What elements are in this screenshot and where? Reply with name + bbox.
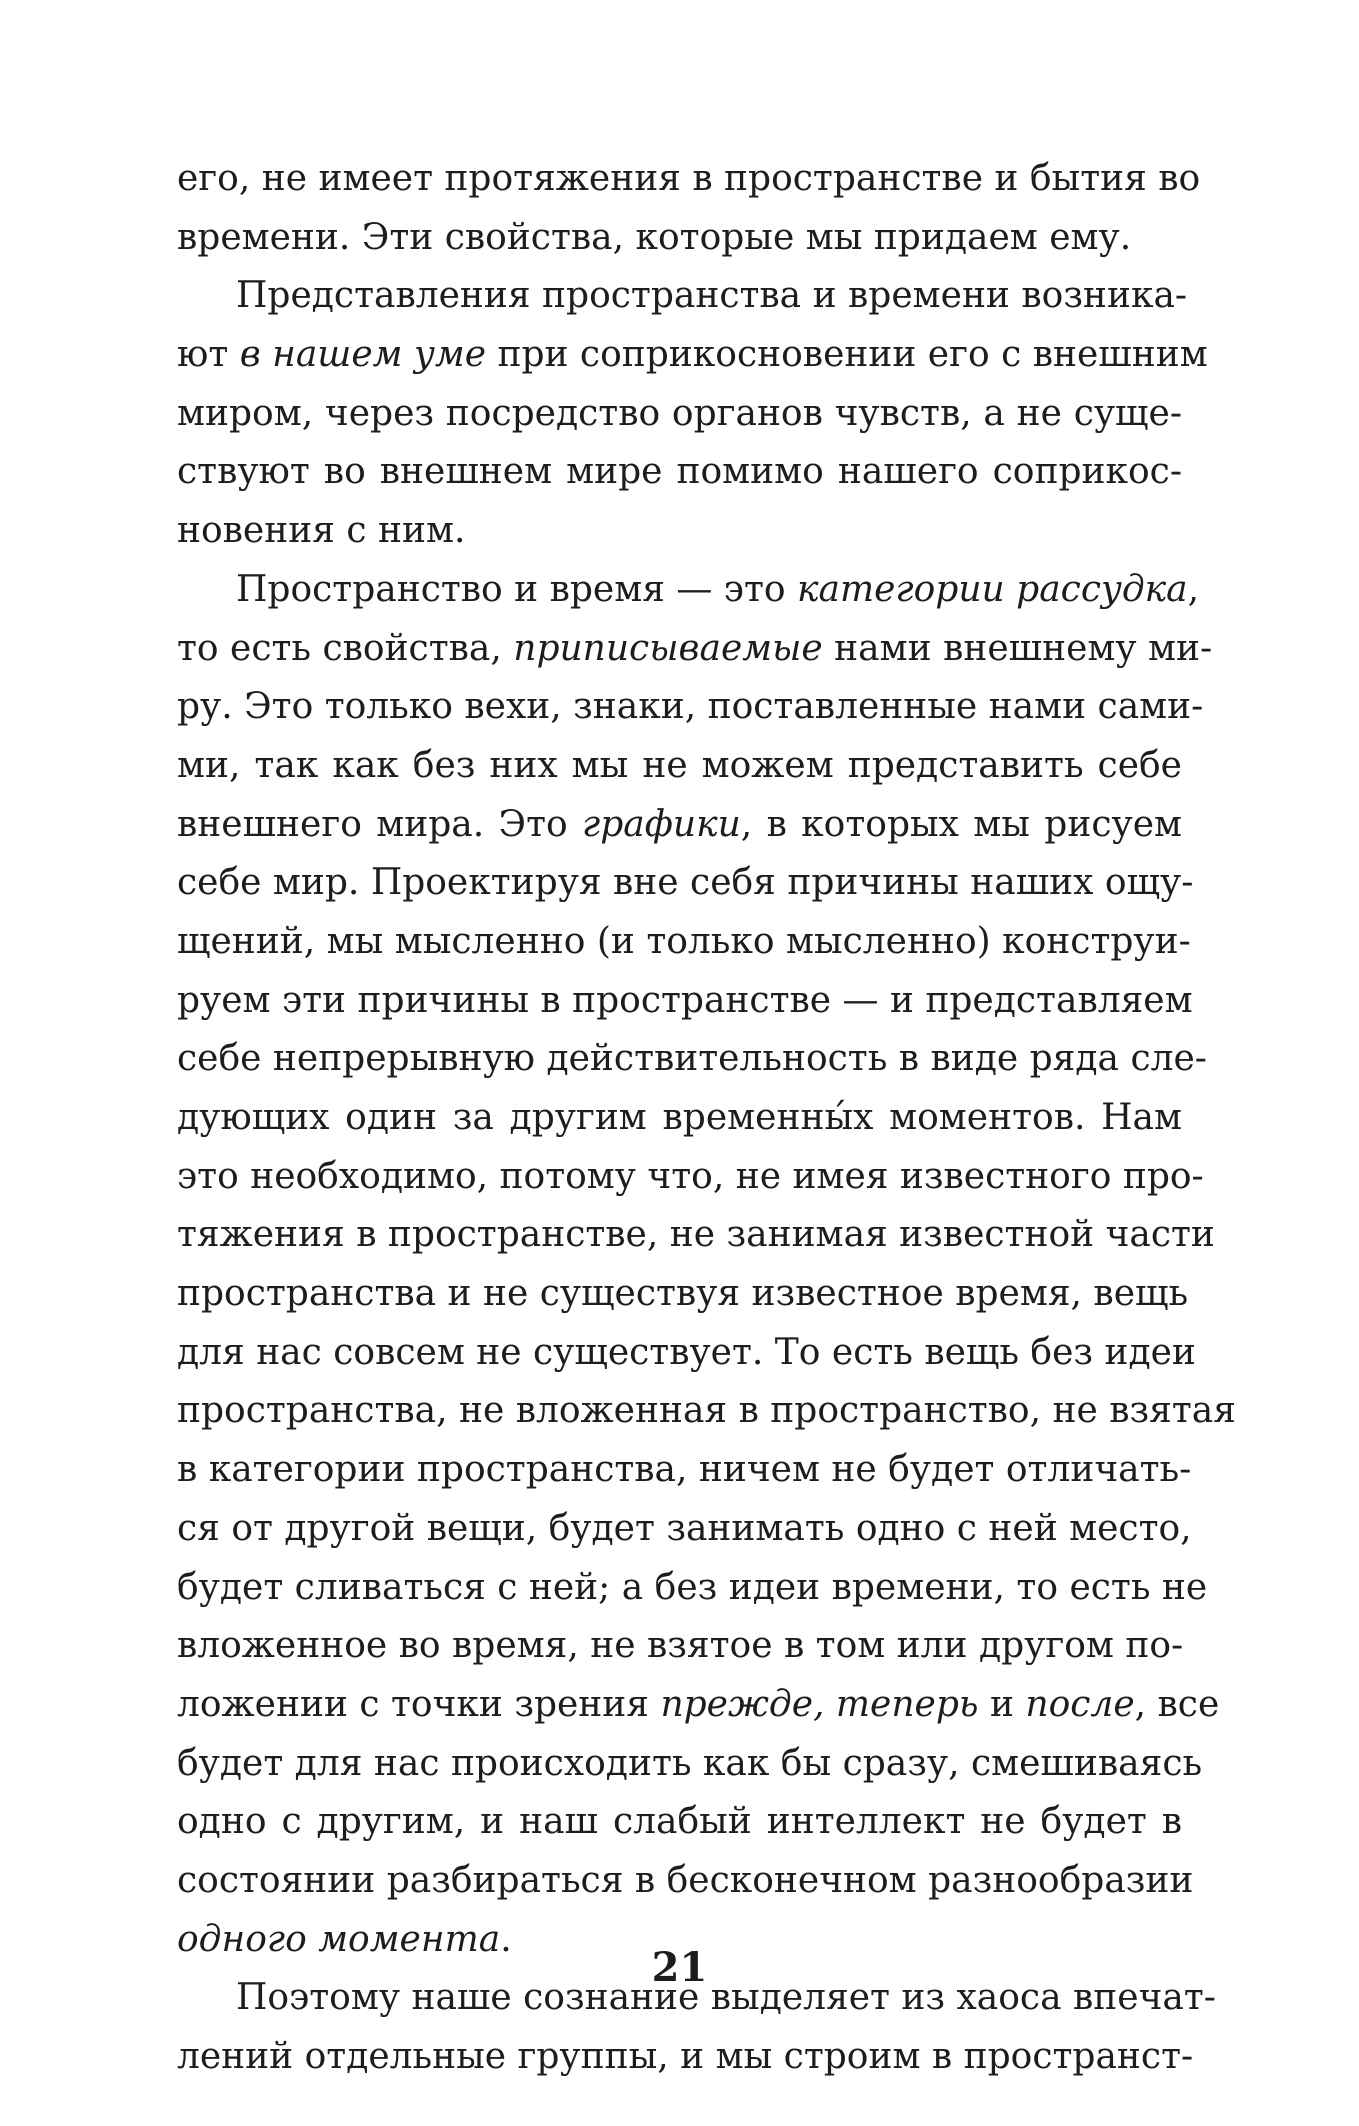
text-line: щений, мы мысленно (и только мысленно) конструи- (177, 920, 1191, 962)
text-line: его, не имеет протяжения в пространстве и бытия во (177, 158, 1201, 199)
text-line (177, 326, 1208, 385)
text-line: времени. Эти свойства, которые мы придаем ему. (177, 216, 1132, 258)
text-line: Поэтому наше сознание выделяет из хаоса впечат- (236, 1977, 1216, 2019)
text-span: , все (1134, 1683, 1220, 1725)
text-span: ложении с точки зрения (177, 1683, 661, 1725)
text-line (177, 620, 1213, 679)
italic-span: графики (582, 803, 741, 845)
text-line: пространства, не вложенная в пространство, не взятая (177, 1390, 1236, 1432)
text-line: состоянии разбираться в бесконечном разнообразии (177, 1859, 1194, 1901)
text-line: вложенное во время, не взятое в том или другом по- (177, 1625, 1184, 1667)
text-line: ствуют во внешнем мире помимо нашего соприкос- (177, 451, 1182, 493)
italic-span: прежде, теперь (660, 1683, 979, 1725)
text-line: пространства и не существуя известное время, вещь (177, 1273, 1189, 1315)
book-page-text (177, 150, 1236, 2087)
text-span: внешнего мира. Это (177, 803, 583, 845)
text-span: то есть свойства, (177, 627, 514, 669)
italic-span: в нашем уме (239, 334, 487, 376)
text-line: одно с другим, и наш слабый интеллект не будет в (177, 1801, 1182, 1843)
text-span: . (500, 1918, 512, 1960)
text-line: миром, через посредство органов чувств, а не суще- (177, 392, 1182, 434)
text-line: Представления пространства и времени возника- (236, 275, 1188, 317)
italic-span: категории рассудка (797, 568, 1188, 610)
text-line: новения с ним. (177, 510, 466, 552)
italic-span: одного момента (177, 1918, 501, 1960)
text-line: тяжения в пространстве, не занимая известной части (177, 1214, 1215, 1256)
text-line: себе мир. Проектируя вне себя причины наших ощу- (177, 862, 1194, 904)
text-line: себе непрерывную действительность в виде ряда сле- (177, 1038, 1207, 1080)
text-line (177, 796, 1182, 855)
page-number: 21 (651, 1944, 708, 1991)
text-line: лений отдельные группы, и мы строим в пространст- (177, 2036, 1194, 2077)
text-line: будет для нас происходить как бы сразу, смешиваясь (177, 1742, 1203, 1784)
text-line (177, 1676, 1220, 1735)
text-span: Пространство и время — это (236, 568, 798, 610)
text-line: руем эти причины в пространстве — и представляем (177, 979, 1193, 1021)
text-line: ру. Это только вехи, знаки, поставленные нами сами- (177, 686, 1204, 728)
text-span: при соприкосновении его с внешним (486, 334, 1208, 376)
text-span: нами внешнему ми- (822, 627, 1213, 669)
text-line: дующих один за другим временны́х моментов. Нам (177, 1097, 1182, 1138)
text-line: ми, так как без них мы не можем представить себе (177, 744, 1182, 786)
text-line: это необходимо, потому что, не имея известного про- (177, 1155, 1204, 1197)
text-span: , в которых мы рисуем (740, 803, 1183, 845)
text-span: , (1187, 568, 1200, 610)
text-line: для нас совсем не существует. То есть вещь без идеи (177, 1331, 1196, 1373)
text-span: ют (177, 334, 240, 376)
text-line: в категории пространства, ничем не будет отличать- (177, 1449, 1192, 1491)
text-span: и (978, 1683, 1026, 1725)
text-line: ся от другой вещи, будет занимать одно с ней место, (177, 1507, 1192, 1549)
italic-span: приписываемые (513, 627, 823, 669)
text-line: будет сливаться с ней; а без идеи времени, то есть не (177, 1566, 1208, 1608)
text-line (177, 561, 1200, 620)
italic-span: после (1025, 1683, 1135, 1725)
